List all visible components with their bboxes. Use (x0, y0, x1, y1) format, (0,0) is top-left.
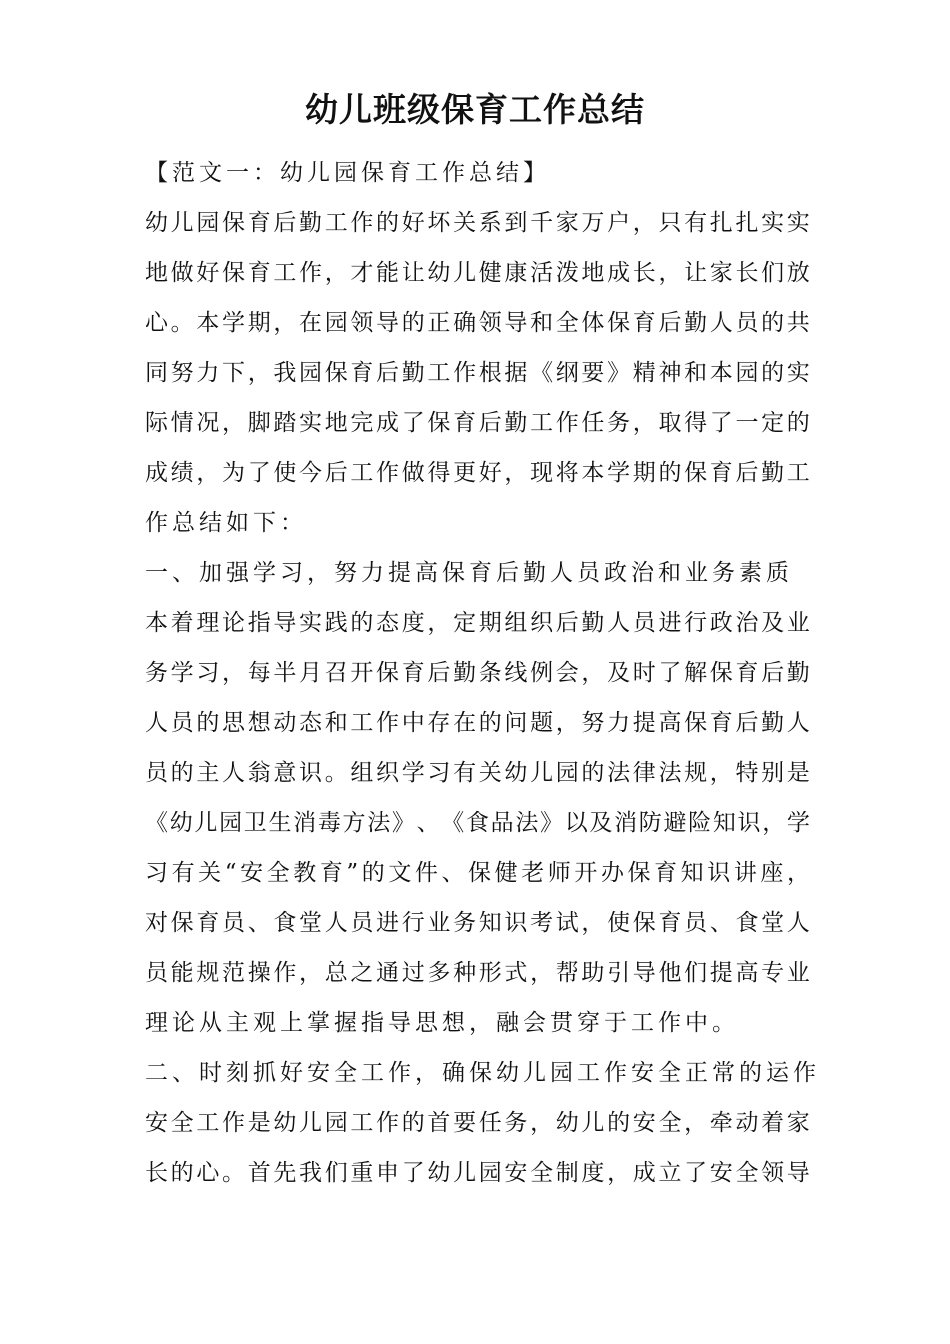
document-title: 幼儿班级保育工作总结 (305, 90, 645, 129)
text-line: 心 。 本 学 期 ， 在 园 领 导 的 正 确 领 导 和 全 体 保 育 后 勤 人 员 的 共 (145, 310, 810, 336)
text-line: 幼 儿 园 保 育 后 勤 工 作 的 好 坏 关 系 到 千 家 万 户 ， 只 有 扎 扎 实 实 (145, 210, 810, 236)
text-line: 人 员 的 思 想 动 态 和 工 作 中 存 在 的 问 题 ， 努 力 提 高 保 育 后 勤 人 (145, 710, 810, 736)
text-line: 习 有 关 “ 安 全 教 育 ” 的 文 件 、 保 健 老 师 开 办 保 育 知 识 讲 座 ， (145, 860, 810, 886)
text-line: 员 的 主 人 翁 意 识 。 组 织 学 习 有 关 幼 儿 园 的 法 律 法 规 ， 特 别 是 (145, 760, 810, 786)
text-line: 【范文一：幼儿园保育工作总结】 (145, 160, 550, 186)
document-body (145, 148, 820, 1198)
text-line: 安 全 工 作 是 幼 儿 园 工 作 的 首 要 任 务 ， 幼 儿 的 安 全 ， 牵 动 着 家 (145, 1110, 810, 1136)
text-line: 一、加强学习，努力提高保育后勤人员政治和业务素质 (145, 560, 793, 586)
text-line: 成 绩 ， 为 了 使 今 后 工 作 做 得 更 好 ， 现 将 本 学 期 的 保 育 后 勤 工 (145, 460, 810, 486)
text-line: 理论从主观上掌握指导思想，融会贯穿于工作中。 (145, 1010, 739, 1036)
text-line: 地 做 好 保 育 工 作 ， 才 能 让 幼 儿 健 康 活 泼 地 成 长 ， 让 家 长 们 放 (145, 260, 810, 286)
text-line: 际 情 况 ， 脚 踏 实 地 完 成 了 保 育 后 勤 工 作 任 务 ， 取 得 了 一 定 的 (145, 410, 810, 436)
text-line: 同 努 力 下 ， 我 园 保 育 后 勤 工 作 根 据 《 纲 要 》 精 神 和 本 园 的 实 (145, 360, 810, 386)
text-line: 本 着 理 论 指 导 实 践 的 态 度 ， 定 期 组 织 后 勤 人 员 进 行 政 治 及 业 (145, 610, 810, 636)
text-line: 员 能 规 范 操 作 ， 总 之 通 过 多 种 形 式 ， 帮 助 引 导 他 们 提 高 专 业 (145, 960, 810, 986)
text-line: 《 幼 儿 园 卫 生 消 毒 方 法 》 、 《 食 品 法 》 以 及 消 防 避 险 知 识 ， 学 (145, 810, 810, 836)
text-line: 长 的 心 。 首 先 我 们 重 申 了 幼 儿 园 安 全 制 度 ， 成 立 了 安 全 领 导 (145, 1160, 810, 1186)
text-line: 作总结如下： (145, 510, 307, 536)
text-line: 对 保 育 员 、 食 堂 人 员 进 行 业 务 知 识 考 试 ， 使 保 育 员 、 食 堂 人 (145, 910, 810, 936)
text-line: 二、时刻抓好安全工作，确保幼儿园工作安全正常的运作 (145, 1060, 820, 1086)
text-line: 务 学 习 ， 每 半 月 召 开 保 育 后 勤 条 线 例 会 ， 及 时 了 解 保 育 后 勤 (145, 660, 810, 686)
